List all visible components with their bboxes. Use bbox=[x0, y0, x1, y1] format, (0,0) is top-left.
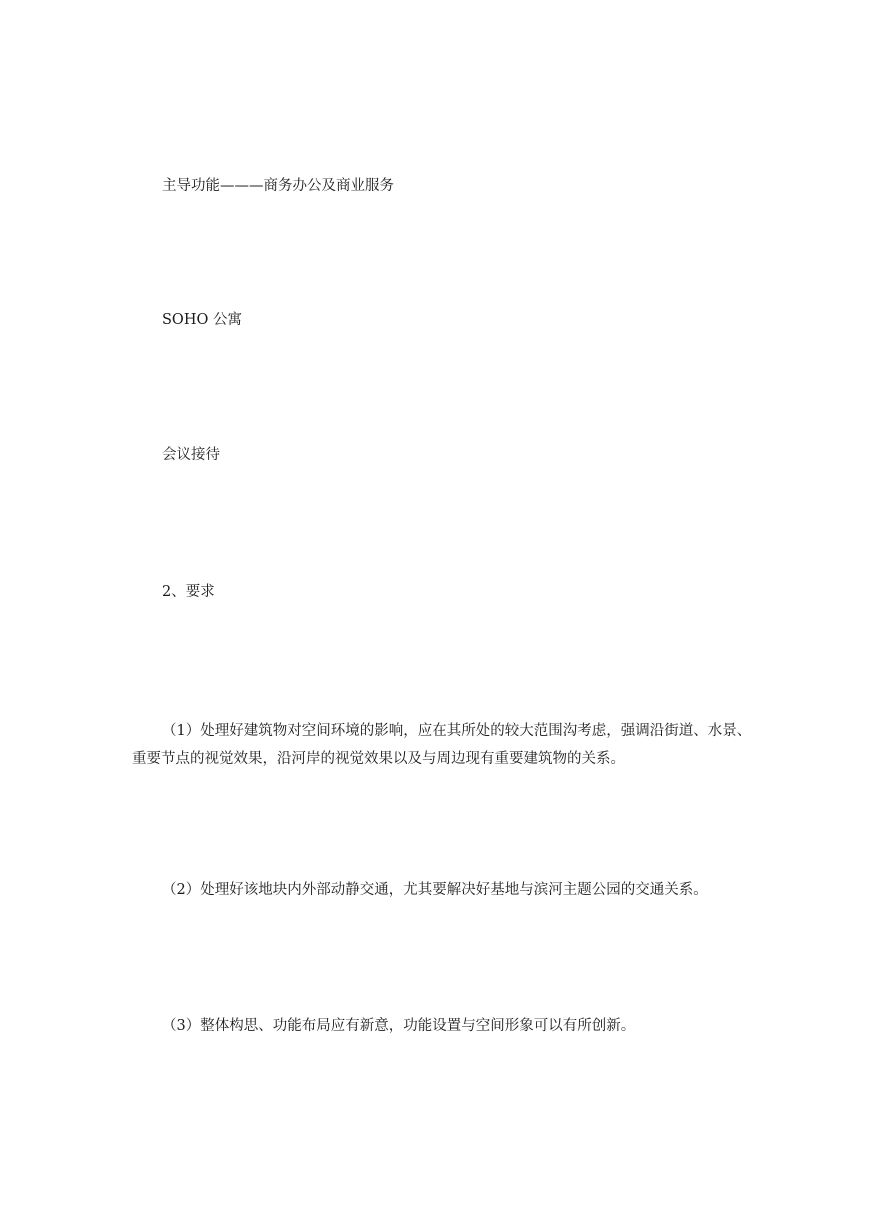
paragraph-main-function: 主导功能———商务办公及商业服务 bbox=[162, 178, 394, 194]
paragraph-requirement-2: （2）处理好该地块内外部动静交通，尤其要解决好基地与滨河主题公园的交通关系。 bbox=[162, 882, 708, 898]
section-heading-requirements: 2、要求 bbox=[162, 584, 215, 600]
paragraph-requirement-1: （1）处理好建筑物对空间环境的影响，应在其所处的较大范围沟考虑，强调沿街道、水景、重要节点的视觉效果，沿河岸的视觉效果以及与周边现有重要建筑物的关系。 bbox=[132, 723, 752, 767]
paragraph-meeting-reception: 会议接待 bbox=[162, 447, 220, 463]
paragraph-soho-apartment: SOHO 公寓 bbox=[162, 312, 242, 328]
paragraph-requirement-3: （3）整体构思、功能布局应有新意，功能设置与空间形象可以有所创新。 bbox=[162, 1018, 636, 1034]
